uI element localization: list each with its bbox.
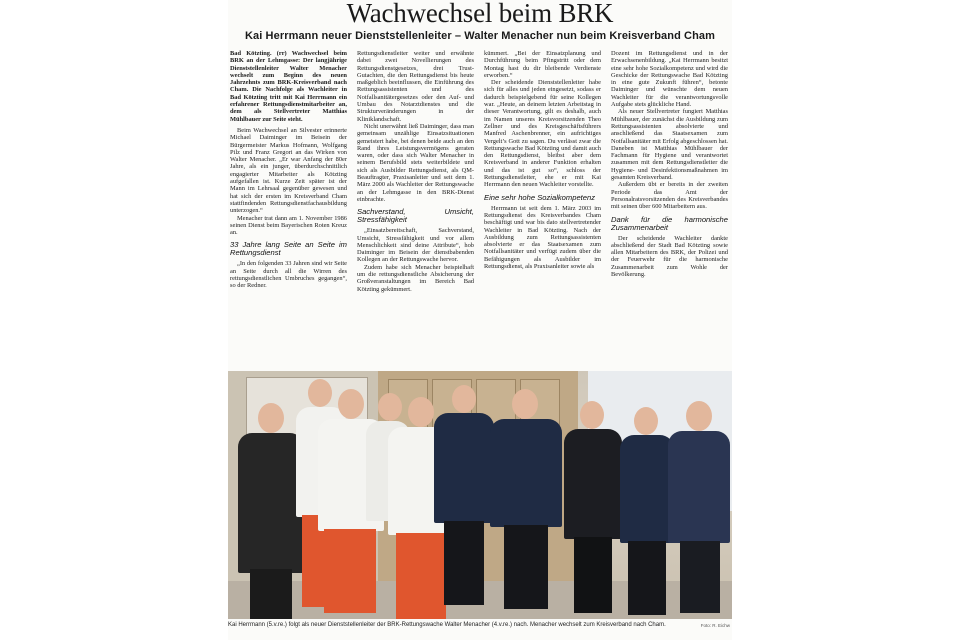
article-body xyxy=(230,50,730,368)
article-paragraph: Nicht unerwähnt ließ Daiminger, dass man gemeinsam unzählige Einsatzsituationen gemeistert habe, bei denen beide auch an den Rand ihres Leistungsvermögens geraten waren, oder dass sich Walter Menacher in seinem Berufsbild stets weiterbildete und sich als Ausbilder Rettungsdienst, als QM-Beauftragter, Praxisanleiter und seit dem 1. März 2000 als Wachleiter der Rettungswache an der Lehmgasse in den BRK-Dienst einbrachte. xyxy=(357,122,474,203)
article-paragraph: Der scheidende Dienststellenleiter habe sich für alles und jeden eingesetzt, sodass er dadurch beispielgebend für seine Kollegen war. „Heute, an deinem letzten Arbeitstag in dieser Verantwortung, gilt es deshalb, auch im Namen unseres Kreisvorsitzenden Theo Zellner und des Kreisgeschäftsführers Manfred Aschenbrenner, ein aufrichtiges Vergelt’s Gott zu sagen. Du verlässt zwar die Rettungswache Bad Kötzting und damit auch den Rettungsdienst, bleibst aber dem Kreisverband in anderer Funktion erhalten und das ist gut so“, schloss der Rettungsdienstleiter, ehe er mit Kai Herrmann den neuen Wachleiter vorstellte. xyxy=(484,79,601,189)
group-photo xyxy=(228,371,732,619)
article-subhead: 33 Jahre lang Seite an Seite im Rettungsdienst xyxy=(230,240,347,258)
article-column-4 xyxy=(611,50,728,368)
article-paragraph: „Einsatzbereitschaft, Sachverstand, Umsicht, Stressfähigkeit und vor allem Menschlichkeit sind deine Attribute“, hob Daiminger im Beisein der dienstbabenden Kollegen an der Rettungswache hervor. xyxy=(357,227,474,264)
article-subhead: Dank für die harmonische Zusammenarbeit xyxy=(611,214,728,232)
article-paragraph: Der scheidende Wachleiter dankte abschließend der Stadt Bad Kötzting sowie allen Mitarbeitern des BRK, der Polizei und der Feuerwehr für die harmonische Zusammenarbeit zum Wohle der Bevölkerung. xyxy=(611,234,728,279)
newspaper-page xyxy=(228,0,732,640)
photo-caption-text: Kai Herrmann (5.v.re.) folgt als neuer Dienststellenleiter der BRK-Rettungswache Walter Menacher (4.v.re.) nach. Menacher wechselt zum Kreisverband nach Cham. xyxy=(228,622,666,628)
article-column-3 xyxy=(484,50,601,368)
article-paragraph: Menacher trat dann am 1. November 1986 seinen Dienst beim Bayerischen Roten Kreuz an. xyxy=(230,214,347,237)
article-subheadline: Kai Herrmann neuer Dienststellenleiter – Walter Menacher nun beim Kreisverband Cham xyxy=(244,30,716,42)
article-paragraph: Rettungsdienstleiter weiter und erwähnte dabei zwei Novellierungen des Rettungsdienstgesetzes, drei Trust-Gutachten, die den Rettungsdienst bis heute maßgeblich beeinflussen, die Einführung des Rettungsassistenten und des Notfallsanitätergesetzes oder den Auf- und Umbau des Notarztdienstes und die Strukturveränderungen in der Kliniklandschaft. xyxy=(357,50,474,123)
article-subhead: Eine sehr hohe Sozialkompetenz xyxy=(484,192,596,202)
article-paragraph: Herrmann ist seit dem 1. März 2003 im Rettungsdienst des Kreisverbandes Cham beschäftigt und war bis dato stellvertretender Wachleiter in Bad Kötzting. Nach der Ausbildung zum Rettungsassistenten absolvierte er das Staatsexamen zum Notfallsanitäter und verfügt zudem über die Befähigungen als Ausbilder im Rettungsdienst, als Praxisanleiter sowie als xyxy=(484,204,601,271)
article-paragraph: „In den folgenden 33 Jahren sind wir Seite an Seite durch all die Wirren des rettungsdienstlichen Umbruches gegangen“, so der Redner. xyxy=(230,260,347,290)
photo-caption xyxy=(228,622,732,629)
article-paragraph: Außerdem übt er bereits in der zweiten Periode das Amt der Personalratsvorsitzenden des Kreisverbandes mit seinen über 600 Mitarbeitern aus. xyxy=(611,181,728,211)
article-headline: Wachwechsel beim BRK xyxy=(346,0,614,28)
article-paragraph: kümmert. „Bei der Einsatzplanung und Durchführung beim Pfingstritt oder dem Montag hast du dir bleibende Verdienste erworben.“ xyxy=(484,50,601,79)
article-paragraph: Dozent im Rettungsdienst und in der Erwachsenenbildung. „Kai Herrmann besitzt eine sehr hohe Sozialkompetenz und wird die Geschicke der Rettungswache Bad Kötzting in eine gute Zukunft führen“, betonte Daiminger und wünschte dem neuen Wachleiter für die verantwortungsvolle Aufgabe stets glückliche Hand. xyxy=(611,50,728,109)
article-column-1 xyxy=(230,50,347,368)
article-paragraph: Zudem habe sich Menacher beispielhaft um die rettungsdienstliche Absicherung der Großveranstaltungen im Bereich Bad Kötzting gekümmert. xyxy=(357,263,474,293)
article-paragraph: Beim Wachwechsel an Silvester erinnerte Michael Daiminger im Beisein der Bürgermeister Markus Hofmann, Wolfgang Pilz und Franz Gregori an das Wirken von Walter Menacher. „Er war Anfang der 80er Jahre, als ein junger, überdurchschnittlich engagierter Mitarbeiter als Kötzting aufgefallen ist. Kurze Zeit später ist der Mann im Lehrsaal gegenüber gewesen und hat sich der ersten im Kreisverband Cham stattfindenden Rettungsdienstfachausbildung unterzogen.“ xyxy=(230,126,347,215)
article-subhead: Sachverstand, Umsicht, Stressfähigkeit xyxy=(357,207,474,225)
article-column-2 xyxy=(357,50,474,368)
photo-credit: Foto: R. Eichw xyxy=(700,623,730,628)
article-paragraph: Als neuer Stellvertreter fungiert Matthias Mühlbauer, der zunächst die Ausbildung zum Rettungsassistenten absolvierte und anschließend das Staatsexamen zum Notfallsanitäter mit Erfolg abgeschlossen hat. Daneben ist Matthias Mühlbauer der Fachmann für Hygiene und verantwortet zusammen mit dem Rettungsdienstleiter die Hygiene- und Desinfektionsmaßnahmen im gesamten Kreisverband. xyxy=(611,108,728,182)
article-lead: Bad Kötzting. (rr) Wachwechsel beim BRK an der Lehmgasse: Der langjährige Dienststellenleiter Walter Menacher wechselt zum Beginn des neuen Jahrzehnts zum BRK-Kreisverband nach Cham. Die Nachfolge als Wachleiter in Bad Kötzting tritt mit Kai Herrmann ein erfahrener Rettungsdienstmitarbeiter an, dem als Stellvertreter Matthias Mühlbauer zur Seite steht. xyxy=(230,50,347,123)
